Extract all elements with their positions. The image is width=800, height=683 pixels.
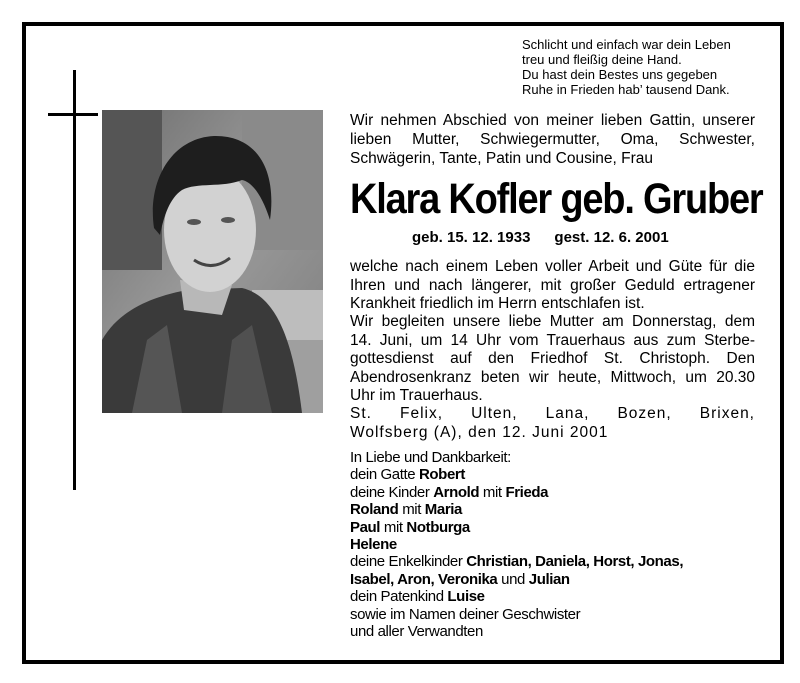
poem-line: Ruhe in Frieden hab’ tausend Dank. xyxy=(522,82,730,97)
paragraph-line: Abendrosenkranz beten wir heute, Mittwoch, um 20.30 xyxy=(350,368,755,386)
mourner-name: Roland xyxy=(350,501,399,519)
paragraph-line: gottesdienst auf den Friedhof St. Christoph. Den xyxy=(350,350,755,367)
cross-vertical-bar xyxy=(73,70,76,490)
mourner-name: Paul xyxy=(350,518,381,536)
mourner-text: und xyxy=(497,570,529,588)
intro-line: lieben Mutter, Schwiegermutter, Oma, Schwester, xyxy=(350,131,755,148)
death-date: gest. 12. 6. 2001 xyxy=(554,229,669,246)
mourner-name: Frieda xyxy=(505,483,549,501)
mourners-list xyxy=(350,449,683,640)
deceased-name: Klara Kofler geb. Gruber xyxy=(350,176,763,224)
paragraph-passing xyxy=(350,258,755,314)
mourner-line xyxy=(350,519,683,536)
mourner-text: dein Gatte xyxy=(350,466,419,484)
poem-line: Schlicht und einfach war dein Leben xyxy=(522,37,731,52)
mourner-line xyxy=(350,501,683,518)
poem-line: treu und fleißig deine Hand. xyxy=(522,52,682,67)
mourner-name: Arnold xyxy=(433,483,480,501)
intro-line: Wir nehmen Abschied von meiner lieben Gattin, unserer xyxy=(350,112,755,129)
cross-horizontal-bar xyxy=(48,113,98,116)
mourner-text: mit xyxy=(380,518,407,536)
poem-verse xyxy=(522,37,731,97)
mourner-text: dein Patenkind xyxy=(350,588,448,606)
mourner-name: Maria xyxy=(424,501,462,519)
mourner-name: Helene xyxy=(350,536,397,554)
paragraph-line: Wir begleiten unsere liebe Mutter am Donnerstag, dem xyxy=(350,313,755,330)
mourners-heading: In Liebe und Dankbarkeit: xyxy=(350,449,511,466)
paragraph-line: 14. Juni, um 14 Uhr vom Trauerhaus aus zum Sterbe- xyxy=(350,331,755,349)
mourner-line xyxy=(350,536,683,553)
mourner-name: Notburga xyxy=(406,518,470,536)
mourner-name: Isabel, Aron, Veronika xyxy=(350,570,498,588)
intro-line: Schwägerin, Tante, Patin und Cousine, Frau xyxy=(350,150,654,167)
portrait-photo xyxy=(102,110,323,413)
mourner-line: und aller Verwandten xyxy=(350,623,483,641)
mourner-text: mit xyxy=(398,501,425,519)
paragraph-line: Uhr im Trauerhaus. xyxy=(350,387,483,404)
mourner-line xyxy=(350,466,683,483)
mourner-text: deine Kinder xyxy=(350,483,434,501)
paragraph-funeral xyxy=(350,313,755,406)
mourner-line xyxy=(350,588,683,605)
mourner-text: mit xyxy=(479,483,506,501)
place-line: St. Felix, Ulten, Lana, Bozen, Brixen, xyxy=(350,405,755,422)
life-dates xyxy=(412,229,693,246)
mourner-line xyxy=(350,484,683,501)
paragraph-line: welche nach einem Leben voller Arbeit und Güte für die xyxy=(350,258,755,275)
mourner-name: Luise xyxy=(447,588,485,606)
mourner-text: deine Enkelkinder xyxy=(350,553,467,571)
paragraph-line: Ihren und nach längerer, mit großer Geduld ertragener xyxy=(350,276,755,294)
mourner-line xyxy=(350,571,683,588)
mourner-name: Christian, Daniela, Horst, Jonas, xyxy=(466,553,684,571)
mourner-name: Julian xyxy=(528,570,570,588)
mourner-line xyxy=(350,553,683,570)
mourner-name: Robert xyxy=(418,466,465,484)
birth-date: geb. 15. 12. 1933 xyxy=(412,229,531,246)
intro-paragraph xyxy=(350,111,755,168)
place-and-date xyxy=(350,405,755,442)
poem-line: Du hast dein Bestes uns gegeben xyxy=(522,67,718,82)
paragraph-line: Krankheit friedlich im Herrn entschlafen ist. xyxy=(350,295,645,312)
place-line: Wolfsberg (A), den 12. Juni 2001 xyxy=(350,423,609,441)
mourner-line: sowie im Namen deiner Geschwister xyxy=(350,605,581,623)
